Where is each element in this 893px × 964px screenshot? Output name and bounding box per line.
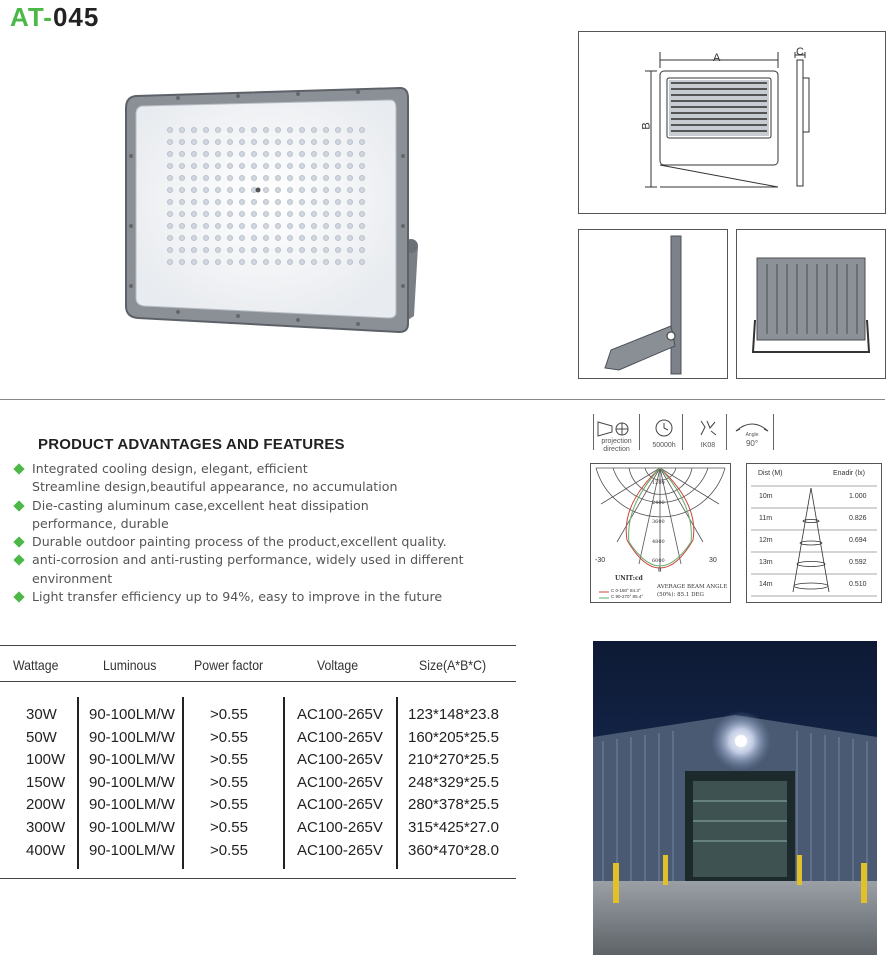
list-item: Durable outdoor painting process of the product,excellent quality. xyxy=(14,533,474,551)
impact-icon xyxy=(690,417,726,439)
side-view-image xyxy=(578,229,728,379)
product-title xyxy=(10,2,99,33)
column-divider xyxy=(182,697,184,869)
features-heading: PRODUCT ADVANTAGES AND FEATURES xyxy=(38,436,345,453)
list-item: Light transfer efficiency up to 94%, easy to improve in the future xyxy=(14,588,474,606)
luminous-cell: 90-100LM/W xyxy=(89,706,175,723)
dist-cell: 10m xyxy=(759,493,773,500)
unit-label: UNIT:cd xyxy=(615,575,643,582)
diamond-bullet-icon xyxy=(13,555,24,566)
dist-cell: 12m xyxy=(759,537,773,544)
power-factor-cell: >0.55 xyxy=(210,751,248,769)
angle-left-label: -30 xyxy=(595,557,606,564)
section-divider xyxy=(0,399,885,400)
luminous-cell: 90-100LM/W xyxy=(89,728,175,746)
voltage-cell: AC100-265V xyxy=(297,773,383,791)
projection-caption: projection direction xyxy=(601,438,632,453)
beam-angle-line1: AVERAGE BEAM ANGLE xyxy=(657,584,728,590)
luminous-cell: 90-100LM/W xyxy=(89,796,175,814)
luminous-cell: 90-100LM/W xyxy=(89,773,175,791)
column-divider xyxy=(396,697,398,869)
wattage-cell: 30W xyxy=(26,706,57,723)
product-code-prefix: AT- xyxy=(10,2,53,32)
wattage-cell: 50W xyxy=(26,728,57,746)
power-factor-cell: >0.55 xyxy=(210,841,248,859)
illuminance-chart xyxy=(746,463,882,603)
table-rule-header xyxy=(0,681,516,682)
size-cell: 315*425*27.0 xyxy=(408,819,499,836)
list-item: Integrated cooling design, elegant, efficient Streamline design,beautiful appearance, no accumulation xyxy=(14,460,474,497)
dimension-b-label: B xyxy=(640,122,653,130)
voltage-cell: AC100-265V xyxy=(297,819,383,836)
table-rule-bottom xyxy=(0,878,516,879)
back-view-image xyxy=(736,229,886,379)
power-factor-cell: >0.55 xyxy=(210,706,248,723)
voltage-cell: AC100-265V xyxy=(297,751,383,769)
size-cell: 280*378*25.5 xyxy=(408,796,499,814)
angle-label: Angle xyxy=(745,432,759,438)
column-divider xyxy=(283,697,285,869)
val-cell: 0.592 xyxy=(849,559,867,566)
dimension-drawing xyxy=(578,31,886,214)
diamond-bullet-icon xyxy=(13,537,24,548)
application-photo xyxy=(593,641,877,955)
column-divider xyxy=(77,697,79,869)
size-cell: 123*148*23.8 xyxy=(408,706,499,723)
diamond-bullet-icon xyxy=(13,500,24,511)
projection-icon xyxy=(594,417,639,439)
luminous-cell: 90-100LM/W xyxy=(89,751,175,769)
voltage-cell: AC100-265V xyxy=(297,796,383,814)
wattage-cell: 200W xyxy=(26,796,66,814)
ring-label: 6000 xyxy=(652,558,665,564)
power-factor-cell: >0.55 xyxy=(210,796,248,814)
diamond-bullet-icon xyxy=(13,463,24,474)
ring-label: 2400 xyxy=(652,500,665,506)
projection-direction-icon-box xyxy=(593,414,640,453)
size-cell: 160*205*25.5 xyxy=(408,728,499,746)
ring-label: 4800 xyxy=(652,539,665,545)
dimension-c-label: C xyxy=(796,46,804,58)
column-header: Size(A*B*C) xyxy=(419,657,487,673)
features-list xyxy=(14,460,474,606)
val-cell: 0.510 xyxy=(849,581,867,588)
list-item: anti-corrosion and anti-rusting performance, widely used in different environment xyxy=(14,551,474,588)
voltage-cell: AC100-265V xyxy=(297,728,383,746)
voltage-cell: AC100-265V xyxy=(297,706,383,723)
column-header: Voltage xyxy=(317,657,359,673)
voltage-cell: AC100-265V xyxy=(297,841,383,859)
table-rule-top xyxy=(0,645,516,646)
lifetime-icon-box xyxy=(646,414,683,450)
dist-cell: 11m xyxy=(759,515,773,522)
angle-value: 90° xyxy=(745,439,759,448)
diamond-bullet-icon xyxy=(13,591,24,602)
val-cell: 1.000 xyxy=(849,493,867,500)
clock-icon xyxy=(646,417,682,439)
val-header: Enadir (lx) xyxy=(833,470,865,477)
column-header: Wattage xyxy=(13,657,59,673)
val-cell: 0.826 xyxy=(849,515,867,522)
legend-c90: C 90-270° 85.4° xyxy=(611,594,644,599)
size-cell: 360*470*28.0 xyxy=(408,841,499,859)
luminous-cell: 90-100LM/W xyxy=(89,841,175,859)
ik-caption: IK08 xyxy=(700,442,716,449)
wattage-cell: 100W xyxy=(26,751,66,769)
dist-header: Dist (M) xyxy=(758,470,783,477)
size-cell: 210*270*25.5 xyxy=(408,751,499,769)
angle-right-label: 30 xyxy=(709,557,717,564)
angle-zero-label: 0 xyxy=(658,568,662,574)
product-code-number: 045 xyxy=(52,2,100,32)
dist-cell: 13m xyxy=(759,559,773,566)
ring-label: 1200 xyxy=(652,480,665,486)
wattage-cell: 400W xyxy=(26,841,66,859)
lifetime-caption: 50000h xyxy=(652,442,676,449)
ik-icon-box xyxy=(690,414,727,450)
column-header: Power factor xyxy=(194,657,264,673)
size-cell: 248*329*25.5 xyxy=(408,773,499,791)
list-item: Die-casting aluminum case,excellent heat dissipation performance, durable xyxy=(14,497,474,534)
ring-label: 3600 xyxy=(652,519,665,525)
wattage-cell: 300W xyxy=(26,819,66,836)
power-factor-cell: >0.55 xyxy=(210,728,248,746)
dimension-a-label: A xyxy=(713,52,721,64)
beam-angle-icon-box xyxy=(731,414,774,450)
legend-c0: C 0-180° 84.3° xyxy=(611,588,641,593)
dist-cell: 14m xyxy=(759,581,773,588)
power-factor-cell: >0.55 xyxy=(210,819,248,836)
wattage-cell: 150W xyxy=(26,773,66,791)
column-header: Luminous xyxy=(103,657,157,673)
polar-distribution-chart xyxy=(590,463,731,603)
power-factor-cell: >0.55 xyxy=(210,773,248,791)
beam-angle-line2: (50%): 85.1 DEG xyxy=(657,592,704,598)
luminous-cell: 90-100LM/W xyxy=(89,819,175,836)
val-cell: 0.694 xyxy=(849,537,867,544)
floodlight-front-image xyxy=(118,86,423,338)
